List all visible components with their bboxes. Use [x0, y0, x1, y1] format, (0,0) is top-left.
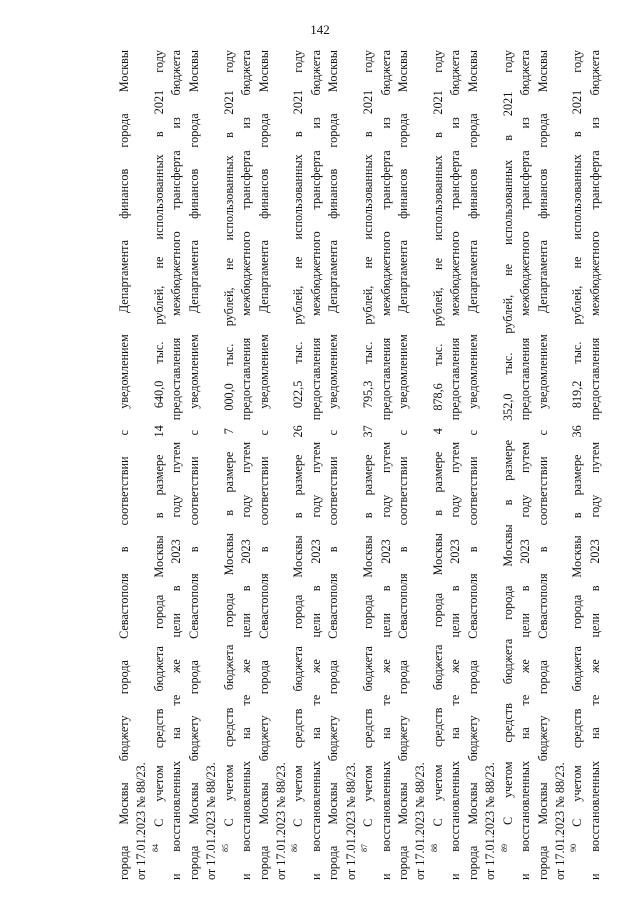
footnote-line: и восстановленных на те же цели в 2023 году путем предоставления межбюджетного трансферта из бюджета	[239, 50, 254, 880]
footnote-line: от 17.01.2023 № 88/23.	[204, 762, 219, 880]
footnote-line: и восстановленных на те же цели в 2023 году путем предоставления межбюджетного трансферта из бюджета	[518, 50, 533, 880]
footnote-line: города Москвы бюджету города Севастополя в соответствии с уведомлением Департамента финансов города Москвы	[186, 50, 201, 880]
footnote-line: города Москвы бюджету города Севастополя в соответствии с уведомлением Департамента финансов города Москвы	[326, 50, 341, 880]
rotated-footnotes-block	[116, 50, 602, 880]
footnote-line: и восстановленных на те же цели в 2023 году путем предоставления межбюджетного трансферта из бюджета	[378, 50, 393, 880]
footnote-line: города Москвы бюджету города Севастополя в соответствии с уведомлением Департамента финансов города Москвы	[465, 50, 480, 880]
footnote-line: от 17.01.2023 № 88/23.	[483, 762, 498, 880]
footnote-number: 86	[290, 844, 300, 852]
intro-line-1: города Москвы бюджету города Севастополя в соответствии с уведомлением Департамента финансов города Москвы	[117, 50, 131, 880]
footnote-line: города Москвы бюджету города Севастополя в соответствии с уведомлением Департамента финансов города Москвы	[535, 50, 550, 880]
footnote-line: от 17.01.2023 № 88/23.	[273, 762, 288, 880]
footnote-line: города Москвы бюджету города Севастополя в соответствии с уведомлением Департамента финансов города Москвы	[396, 50, 410, 880]
footnote-line: и восстановленных на те же цели в 2023 году путем предоставления межбюджетного трансферта из бюджета	[169, 50, 184, 880]
footnote-87	[360, 50, 430, 880]
footnote-line: С учетом средств бюджета города Москвы в размере 7 000,0 тыс. рублей, не использованных в 2021 году	[221, 50, 236, 827]
page-number: 142	[310, 22, 330, 37]
footnote-line: С учетом средств бюджета города Москвы в размере 26 022,5 тыс. рублей, не использованных в 2021 году	[291, 50, 306, 827]
footnote-number: 87	[360, 844, 370, 852]
footnote-line: от 17.01.2023 № 88/23.	[343, 762, 358, 880]
footnote-line: С учетом средств бюджета города Москвы в размере 4 878,6 тыс. рублей, не использованных в 2021 году	[430, 50, 445, 827]
footnote-number: 90	[569, 844, 579, 852]
footnote-85	[221, 50, 291, 880]
footnote-line: и восстановленных на те же цели в 2023 году путем предоставления межбюджетного трансферта из бюджета	[587, 50, 602, 880]
footnotes-text	[116, 50, 604, 880]
footnote-86	[290, 50, 360, 880]
footnote-line: города Москвы бюджету города Севастополя в соответствии с уведомлением Департамента финансов города Москвы	[256, 50, 271, 880]
footnote-line: С учетом средств бюджета города Москвы в размере 36 819,2 тыс. рублей, не использованных в 2021 году	[570, 50, 585, 827]
footnote-line: и восстановленных на те же цели в 2023 году путем предоставления межбюджетного трансферта из бюджета	[448, 50, 463, 880]
footnote-line: С учетом средств бюджета города Москвы в размере 352,0 тыс. рублей, не использованных в 2021 году	[500, 50, 515, 826]
footnote-84	[151, 50, 221, 880]
footnote-line: С учетом средств бюджета города Москвы в размере 37 795,3 тыс. рублей, не использованных в 2021 году	[361, 50, 376, 827]
intro-line-2: от 17.01.2023 № 88/23.	[134, 762, 149, 880]
footnote-line: С учетом средств бюджета города Москвы в размере 14 640,0 тыс. рублей, не использованных в 2021 году	[151, 50, 166, 827]
footnote-number: 89	[499, 844, 509, 852]
footnote-number: 85	[220, 844, 230, 852]
footnote-line: и восстановленных на те же цели в 2023 году путем предоставления межбюджетного трансферта из бюджета	[308, 50, 323, 880]
footnote-88	[430, 50, 500, 880]
footnote-number: 88	[429, 844, 439, 852]
footnote-90	[569, 50, 604, 880]
footnote-number: 84	[150, 844, 160, 852]
footnote-line: от 17.01.2023 № 88/23.	[413, 762, 428, 880]
footnote-line: от 17.01.2023 № 88/23.	[552, 762, 567, 880]
footnote-89	[500, 50, 570, 880]
